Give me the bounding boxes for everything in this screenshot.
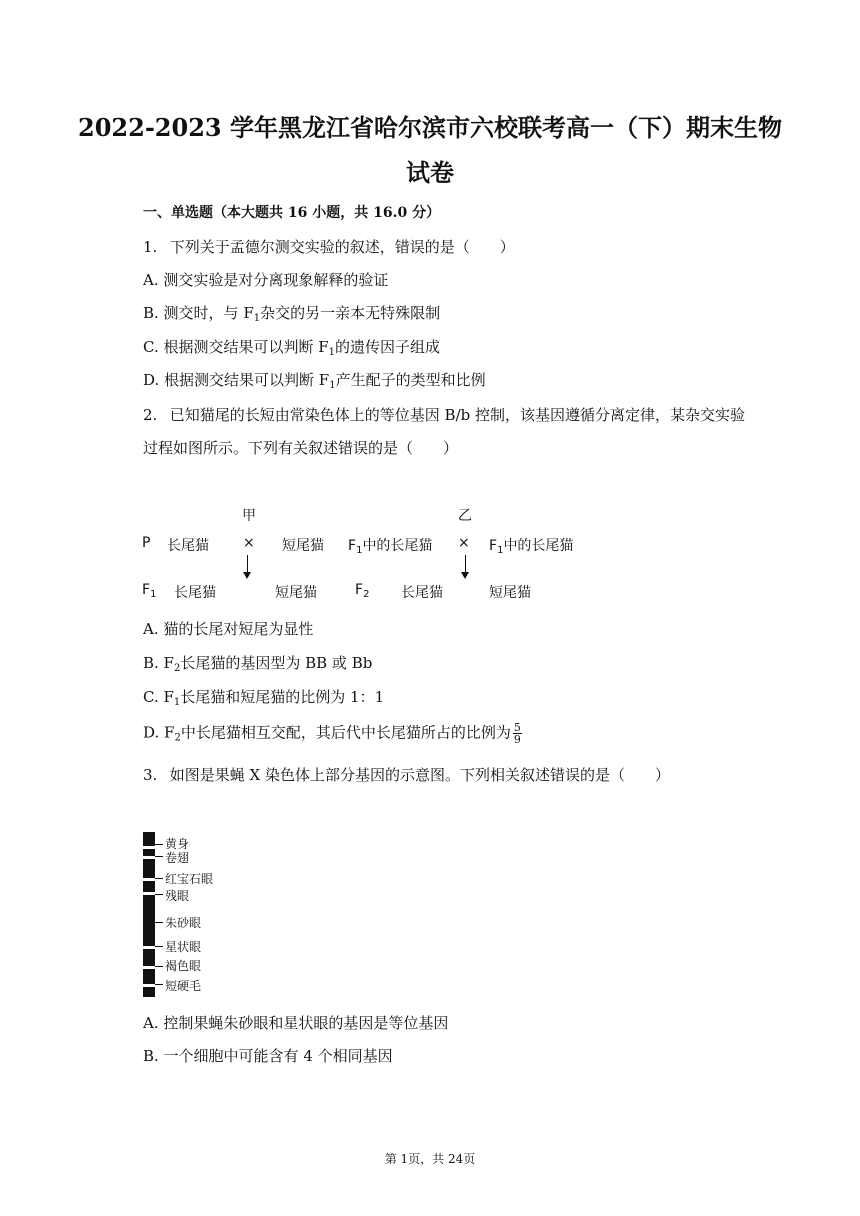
question-1-option-c [143,337,440,363]
chromosome-band [143,846,155,849]
question-2-stem-line1 [143,405,745,425]
parent-long-tail: 长尾猫 [167,538,209,554]
question-1-option-a: A. 测交实验是对分离现象解释的验证 [143,271,389,289]
gene-marker [155,946,163,947]
generation-f2 [355,582,369,600]
gene-label: 卷翅 [165,851,190,865]
page-footer: 第 1页，共 24页 [384,1152,476,1166]
subscript: 1 [356,545,363,556]
question-2-option-c [143,687,384,713]
fraction-denominator: 9 [513,733,521,746]
gene-label: 星状眼 [165,940,202,954]
question-3-option-b: B. 一个细胞中可能含有 4 个相同基因 [143,1047,393,1065]
question-2-number: 2. [143,406,158,424]
option-text: C. F [143,688,174,706]
arrow-down-icon [247,555,248,573]
label-jia: 甲 [242,508,256,524]
chromosome-band [143,856,155,859]
question-2-stem-line2: 过程如图所示。下列有关叙述错误的是（ ） [143,439,459,457]
question-1-number: 1. [143,238,158,256]
x-chromosome-diagram [143,832,233,1000]
generation-f1 [142,582,156,600]
question-2-option-d [143,722,522,749]
question-2-text: 已知猫尾的长短由常染色体上的等位基因 B/b 控制，该基因遵循分离定律，某杂交实验 [169,406,745,424]
gene-marker [155,878,163,879]
question-1-option-b [143,303,440,329]
subscript: 1 [328,347,336,358]
gene-label: 黄身 [165,837,190,851]
gene-marker [155,984,163,985]
subscript: 1 [173,697,181,708]
option-text: 杂交的另一亲本无特殊限制 [260,304,441,322]
gene-marker [155,922,163,923]
offspring-f2-short: 短尾猫 [489,585,531,601]
option-text: B. F [143,654,174,672]
label-yi: 乙 [458,508,472,524]
option-text: 长尾猫和短尾猫的比例为 1：1 [180,688,385,706]
gene-marker [155,966,163,967]
question-1-option-d [143,370,486,396]
chromosome-band [143,966,155,969]
gene-marker [155,844,163,845]
gene-label: 短硬毛 [165,979,202,993]
question-1-stem [143,237,515,257]
subscript: 1 [329,380,336,391]
option-text: 的遗传因子组成 [335,338,441,356]
subscript: 2 [363,589,370,600]
f1-long-tail-parent [348,535,432,556]
subscript: 1 [253,313,261,324]
question-3-text: 如图是果蝇 X 染色体上部分基因的示意图。下列相关叙述错误的是（ ） [169,766,670,784]
subscript: 1 [497,545,504,556]
subscript: 1 [150,589,157,600]
gene-marker [155,894,163,895]
question-2-option-a: A. 猫的长尾对短尾为显性 [143,620,314,638]
document-title-line1: 2022-2023 学年黑龙江省哈尔滨市六校联考高一（下）期末生物 [78,113,782,142]
text: F [348,538,357,554]
option-text: C. 根据测交结果可以判断 F [143,338,329,356]
subscript: 2 [174,732,181,744]
cross-diagram [140,505,600,605]
document-title-line2: 试卷 [406,158,454,187]
text: F [355,582,364,598]
option-text: 产生配子的类型和比例 [335,371,486,389]
gene-label: 残眼 [165,889,190,903]
gene-label: 红宝石眼 [165,872,214,886]
chromosome-band [143,892,155,895]
subscript: 2 [173,663,181,674]
option-text: 中长尾猫相互交配，其后代中长尾猫所占的比例为 [180,723,511,742]
gene-marker [155,856,163,857]
cross-symbol: × [458,535,470,551]
fraction [513,722,522,745]
offspring-f2-long: 长尾猫 [401,585,443,601]
option-text: D. 根据测交结果可以判断 F [143,371,330,389]
arrow-down-icon [465,555,466,573]
parent-short-tail: 短尾猫 [282,538,324,554]
option-text: B. 测交时，与 F [143,304,254,322]
fraction-numerator: 5 [513,721,521,734]
gene-label: 朱砂眼 [165,916,202,930]
question-3-option-a: A. 控制果蝇朱砂眼和星状眼的基因是等位基因 [143,1014,449,1032]
text: F [142,582,151,598]
question-3-number: 3. [143,766,158,784]
chromosome-band [143,946,155,949]
question-3-stem [143,765,670,785]
gene-label: 褐色眼 [165,959,202,973]
generation-p: P [142,535,151,551]
cross-symbol: × [243,535,255,551]
f1-long-tail-parent [489,535,573,556]
offspring-f1-long: 长尾猫 [174,585,216,601]
question-2-option-b [143,653,372,679]
option-text: D. F [143,723,175,742]
text: F [489,538,498,554]
chromosome-band [143,878,155,881]
text: 中的长尾猫 [362,538,433,554]
chromosome-band [143,984,155,987]
offspring-f1-short: 短尾猫 [275,585,317,601]
question-1-text: 下列关于孟德尔测交实验的叙述，错误的是（ ） [169,238,515,256]
section-heading: 一、单选题（本大题共 16 小题，共 16.0 分） [143,205,441,221]
option-text: 长尾猫的基因型为 BB 或 Bb [180,654,373,672]
text: 中的长尾猫 [503,538,574,554]
